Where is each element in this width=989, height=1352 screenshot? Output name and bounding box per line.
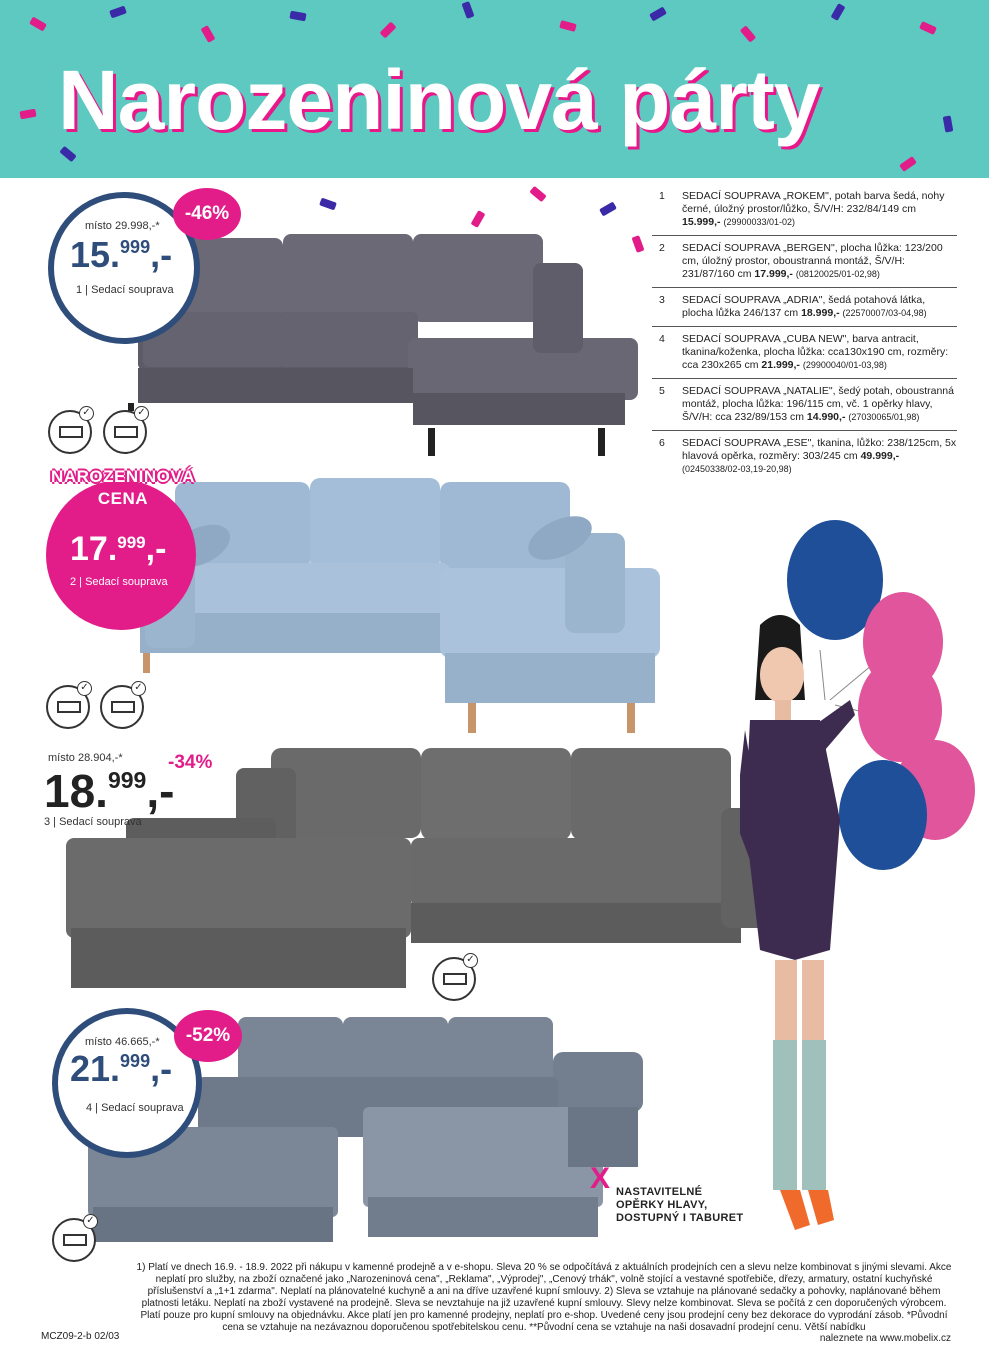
product-caption: 1 | Sedací souprava (76, 284, 174, 296)
confetti (943, 115, 954, 132)
original-price: místo 46.665,-* (85, 1036, 160, 1048)
sale-price: 17.$^{999}$,- (70, 530, 167, 568)
page-title: Narozeninová párty (58, 53, 820, 147)
sale-price: 21.$^{999}$,- (70, 1048, 173, 1089)
confetti (559, 20, 577, 32)
discount-badge: -46% (173, 188, 241, 240)
confetti (29, 17, 47, 32)
confetti (899, 156, 917, 172)
feature-line: OPĚRKY HLAVY, (616, 1199, 708, 1211)
sofa-2-image (135, 478, 665, 740)
confetti (919, 21, 937, 35)
storage-icon: ✓ (432, 957, 476, 1001)
list-item: 3 SEDACÍ SOUPRAVA „ADRIA", šedá potahová látka, plocha lůžka 246/137 cm 18.999,- (22570007/03-04,98) (652, 294, 957, 327)
woman-with-balloons-image (740, 520, 980, 1260)
original-price: místo 28.904,-* (48, 752, 123, 764)
discount-badge: -34% (168, 752, 213, 773)
confetti (109, 6, 127, 19)
confetti (831, 3, 846, 21)
list-item: 6 SEDACÍ SOUPRAVA „ESE", tkanina, lůžko: 238/125cm, 5x hlavová opěrka, rozměry: 303/245 cm 49.999,- (02450338/02-03,19-20,98) (659, 437, 957, 474)
confetti (529, 186, 546, 202)
list-item: 1 SEDACÍ SOUPRAVA „ROKEM", potah barva šedá, nohy černé, úložný prostor/lůžko, Š/V/H: 232/84/149 cm 15.999,- (29900033/01-02) (652, 190, 957, 236)
sale-price: 15.$^{999}$,- (70, 234, 173, 275)
bed-function-icon: ✓ (100, 685, 144, 729)
confetti (289, 11, 306, 22)
feature-line: DOSTUPNÝ I TABURET (616, 1212, 744, 1224)
confetti (462, 1, 475, 19)
list-item: 2 SEDACÍ SOUPRAVA „BERGEN", plocha lůžka: 123/200 cm, úložný prostor, oboustranná montáž, Š/V/H: 231/87/160 cm 17.999,- (08120025/01-02,98) (652, 242, 957, 288)
feature-line: NASTAVITELNÉ (616, 1186, 703, 1198)
confetti (471, 210, 486, 228)
original-price: místo 29.998,-* (85, 220, 160, 232)
product-caption: 2 | Sedací souprava (70, 576, 168, 588)
sale-price: 18.$^{999}$,- (44, 765, 175, 817)
confetti (380, 22, 397, 39)
product-list (652, 190, 957, 488)
storage-icon: ✓ (46, 685, 90, 729)
footer-terms: 1) Platí ve dnech 16.9. - 18.9. 2022 při nákupu v kamenné prodejně a v e-shopu. Sleva 20 % se odpočítává z aktuálních prodejních cen a slevu nelze kombinovat s jinými slevami. Akce neplatí pro služby, na zboží označené jako „Narozeninová cena", „Reklama", „Výprodej", „Cenový trhák", volně stojící a vestavné spotřebiče, dřezy, armatury, ostatní kuchyňské příslušenství a „1+1 zdarma". Neplatí na plánovatelné kuchyně a ani na dříve uzavřené kupní smlouvy. 2) Sleva se vztahuje na plánované sedačky a pohovky, naplánované během platnosti letáku. Neplatí na zboží vystavené na prodejně. Sleva se nevztahuje na již uzavřené kupní smlouvy. Slevy nelze kombinovat. Sleva se počítá z cen doporučených výrobcem. Platí pouze pro kupní smlouvy na objednávku. Akce platí jen pro kamenné prodejny, neplatí pro e-shop. Uvedené ceny jsou prodejní ceny bez dekorace do vyprodání zásob. *Původní cena se vztahuje na nezávaznou doporučenou spotřebitelskou cenu. **Původní cena se vztahuje na naši dosavadní prodejní cenu. Větší nabídku (136, 1262, 952, 1333)
confetti (19, 109, 36, 120)
header-banner (0, 0, 989, 178)
catalog-code: MCZ09-2-b 02/03 (41, 1331, 120, 1342)
list-item: 5 SEDACÍ SOUPRAVA „NATALIE", šedý potah, oboustranná montáž, plocha lůžka: 196/115 cm, vč. 1 opěrky hlavy, Š/V/H: cca 232/89/153 cm 14.990,- (27030065/01,98) (652, 385, 957, 431)
birthday-price-label: NAROZENINOVÁ CENA (51, 467, 195, 508)
discount-badge: -52% (174, 1010, 242, 1062)
bed-function-icon: ✓ (103, 410, 147, 454)
confetti (740, 25, 756, 42)
confetti (649, 7, 667, 22)
footer-url: naleznete na www.mobelix.cz (819, 1333, 951, 1344)
storage-icon: ✓ (48, 410, 92, 454)
confetti (201, 25, 216, 43)
confetti (599, 202, 617, 217)
storage-icon: ✓ (52, 1218, 96, 1262)
product-caption: 3 | Sedací souprava (44, 816, 142, 828)
list-item: 4 SEDACÍ SOUPRAVA „CUBA NEW", barva antracit, tkanina/koženka, plocha lůžka: cca130x190 cm, rozměry: cca 230x265 cm 21.999,- (29900040/01-03,98) (652, 333, 957, 379)
product-caption: 4 | Sedací souprava (86, 1102, 184, 1114)
confetti (319, 198, 337, 211)
feature-mark: X (590, 1162, 611, 1195)
